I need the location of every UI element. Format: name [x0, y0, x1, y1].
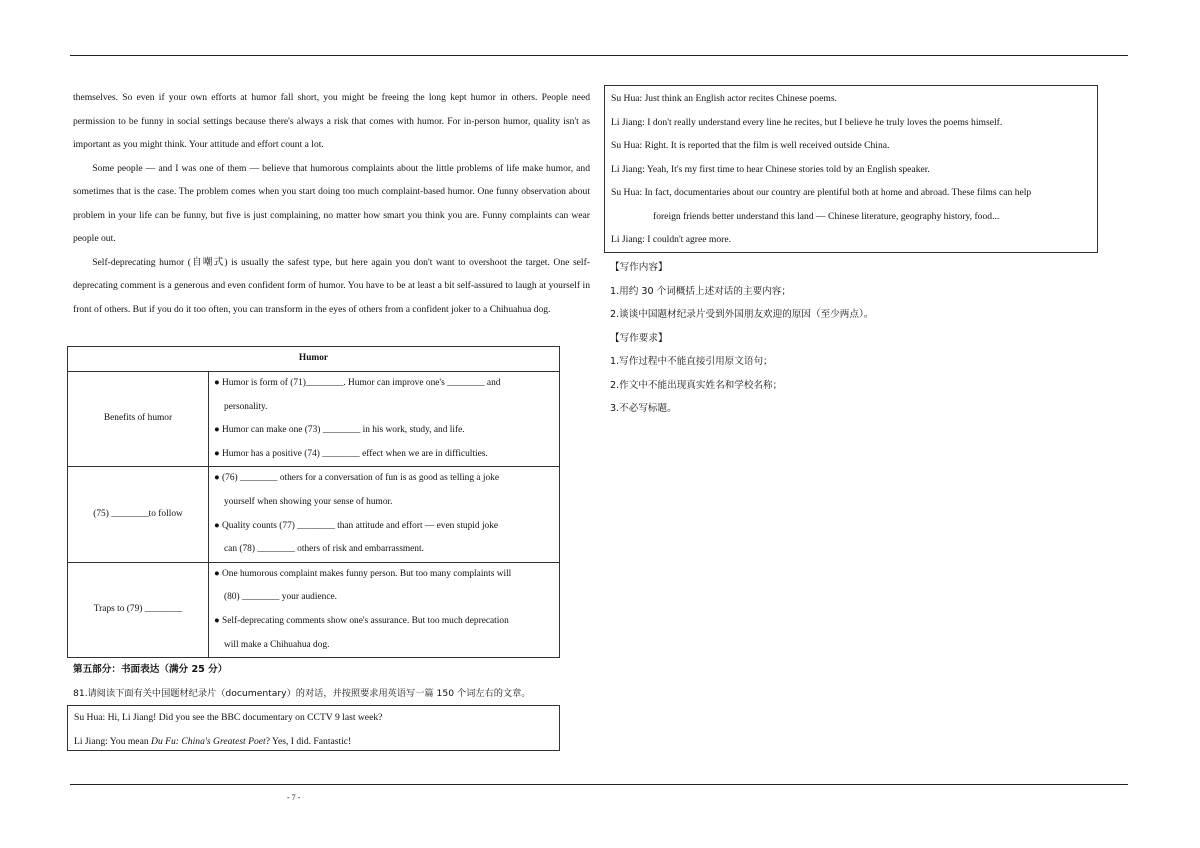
content-item: 2.谈谈中国题材纪录片受到外国朋友欢迎的原因（至少两点）。 [610, 309, 874, 320]
row-label: (75) ________to follow [68, 467, 209, 562]
table-row [68, 562, 560, 657]
requirement-item: 3.不必写标题。 [610, 403, 677, 414]
dialog-line [74, 730, 553, 754]
dialog-line: Li Jiang: I couldn't agree more. [611, 234, 732, 245]
dialog-line-prefix: Li Jiang: You mean [74, 735, 152, 747]
humor-table [67, 346, 560, 658]
requirement-item: 2.作文中不能出现真实姓名和学校名称； [610, 379, 783, 391]
table-row [68, 372, 560, 467]
requirements-heading: 【写作要求】 [610, 332, 668, 344]
table-item-continued: personality. [224, 401, 268, 412]
table-title: Humor [68, 347, 560, 372]
passage-paragraph-2: Some people — and I was one of them — believe that humorous complaints about the little problems of life make humor, and sometimes that is the case. The problem comes when you start doing too much complaint-based humor. One funny observation about problem in your life can be funny, but five is just complaining, no matter how smart you think you are. Funny complaints can wear people out. [73, 162, 590, 244]
table-row [68, 467, 560, 562]
requirement-item: 1.写作过程中不能直接引用原文语句； [610, 356, 773, 367]
dialog-line: Su Hua: Just think an English actor recites Chinese poems. [611, 93, 837, 104]
table-item-continued: yourself when showing your sense of humor. [224, 496, 393, 507]
row-label: Traps to (79) ________ [68, 562, 209, 657]
table-item-continued: can (78) ________ others of risk and embarrassment. [224, 544, 424, 555]
page-number: - 7 - [287, 793, 301, 802]
passage-paragraph-1: themselves. So even if your own efforts at humor fall short, you might be freeing the long kept humor in others. People need permission to be funny in social settings because there's always a risk that comes with humor. For in-person humor, quality isn't as important as you might think. Your attitude and effort count a lot. [73, 92, 590, 150]
dialog-line: Li Jiang: Yeah, It's my first time to hear Chinese stories told by an English speaker. [611, 163, 930, 175]
documentary-title: Du Fu: China's Greatest Poet [151, 735, 266, 747]
dialog-line: Su Hua: Hi, Li Jiang! Did you see the BBC documentary on CCTV 9 last week? [74, 712, 383, 723]
dialog-line-continued: foreign friends better understand this land — Chinese literature, geography history, food... [653, 210, 1000, 222]
table-item-continued: will make a Chihuahua dog. [224, 639, 330, 650]
section-heading: 第五部分：书面表达（满分 25 分） [73, 664, 228, 675]
dialog-box-right [604, 85, 1098, 253]
dialog-line: Su Hua: Right. It is reported that the film is well received outside China. [611, 140, 890, 151]
passage [73, 86, 590, 321]
table-item: ● Humor can make one (73) ________ in his work, study, and life. [214, 425, 465, 436]
row-label: Benefits of humor [68, 372, 209, 467]
table-item: ● Humor is form of (71)________. Humor can improve one's ________ and [214, 378, 501, 388]
table-item: ● (76) ________ others for a conversation of fun is as good as telling a joke [214, 473, 500, 484]
table-item: ● Self-deprecating comments show one's assurance. But too much deprecation [214, 615, 509, 626]
content-heading: 【写作内容】 [610, 262, 668, 273]
table-item: ● Quality counts (77) ________ than attitude and effort — even stupid joke [214, 520, 499, 531]
dialog-line: Li Jiang: I don't really understand every line he recites, but I believe he truly loves the poems himself. [611, 116, 1003, 128]
question-81: 81.请阅读下面有关中国题材纪录片（documentary）的对话，并按照要求用英语写一篇 150 个词左右的文章。 [73, 688, 531, 699]
table-item: ● One humorous complaint makes funny person. But too many complaints will [214, 568, 512, 579]
writing-instructions [610, 256, 873, 421]
table-item: ● Humor has a positive (74) ________ effect when we are in difficulties. [214, 448, 488, 459]
passage-paragraph-3: Self-deprecating humor (自嘲式) is usually the safest type, but here again you don't want to overshoot the target. One self-deprecating comment is a generous and even confident form of humor. You have to be at least a bit self-assured to laugh at yourself in front of others. But if you do it too often, you can transform in the eyes of others from a confident joker to a Chihuahua dog. [73, 256, 590, 315]
dialog-line-suffix: ? Yes, I did. Fantastic! [265, 735, 352, 747]
top-rule [70, 55, 1128, 56]
dialog-line: Su Hua: In fact, documentaries about our country are plentiful both at home and abroad. These films can help [611, 187, 1032, 198]
dialog-box-left [67, 705, 560, 751]
bottom-rule [70, 784, 1128, 785]
content-item: 1.用约 30 个词概括上述对话的主要内容； [610, 285, 791, 297]
table-item-continued: (80) ________ your audience. [224, 592, 337, 603]
